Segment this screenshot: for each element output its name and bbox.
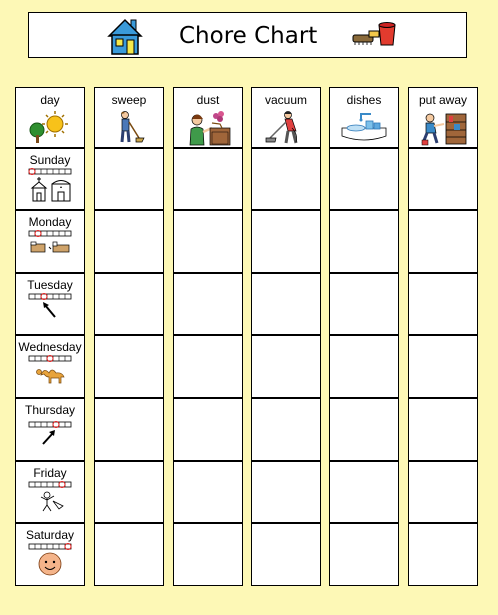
day-label-thursday: Thursday: [24, 403, 76, 417]
day-label-wednesday: Wednesday: [18, 340, 82, 354]
day-label-sunday: Sunday: [29, 153, 71, 167]
thursday-icon: [27, 418, 73, 448]
day-cell-thursday: [16, 399, 84, 448]
column-header-vacuum: vacuum: [264, 93, 308, 107]
cleaning-supplies-icon: [351, 21, 397, 47]
title-box: [28, 12, 467, 58]
day-cell-wednesday: [16, 336, 84, 385]
page-title: Chore Chart: [179, 23, 318, 49]
chore-column-sweep: [94, 87, 164, 586]
chore-column-vacuum: [251, 87, 321, 586]
tuesday-icon: [27, 293, 73, 323]
sunday-icon: [27, 168, 73, 202]
monday-icon: [27, 230, 73, 260]
day-label-saturday: Saturday: [25, 528, 75, 542]
day-label-friday: Friday: [33, 466, 67, 480]
day-cell-saturday: [16, 524, 84, 577]
day-label-tuesday: Tuesday: [27, 278, 73, 292]
sweep-icon: [109, 110, 149, 144]
column-header-dishes: dishes: [346, 93, 382, 107]
friday-icon: [27, 481, 73, 513]
day-column: [15, 87, 85, 586]
day-label-monday: Monday: [28, 215, 72, 229]
dust-icon: [184, 110, 232, 146]
wednesday-icon: [27, 355, 73, 385]
house-icon: [107, 17, 143, 55]
chore-column-dust: [173, 87, 243, 586]
put-away-icon: [418, 110, 468, 146]
column-header-day: day: [40, 93, 60, 107]
day-cell-monday: [16, 211, 84, 260]
garden-sun-icon: [27, 110, 73, 144]
saturday-icon: [27, 543, 73, 577]
dishes-icon: [339, 110, 389, 144]
vacuum-icon: [262, 110, 310, 146]
chore-column-put-away: [408, 87, 478, 586]
column-header-sweep: sweep: [111, 93, 147, 107]
column-header-dust: dust: [196, 93, 220, 107]
chore-column-dishes: [329, 87, 399, 586]
day-cell-tuesday: [16, 274, 84, 323]
day-cell-sunday: [16, 149, 84, 202]
column-header-put-away: put away: [418, 93, 468, 107]
day-cell-friday: [16, 462, 84, 513]
